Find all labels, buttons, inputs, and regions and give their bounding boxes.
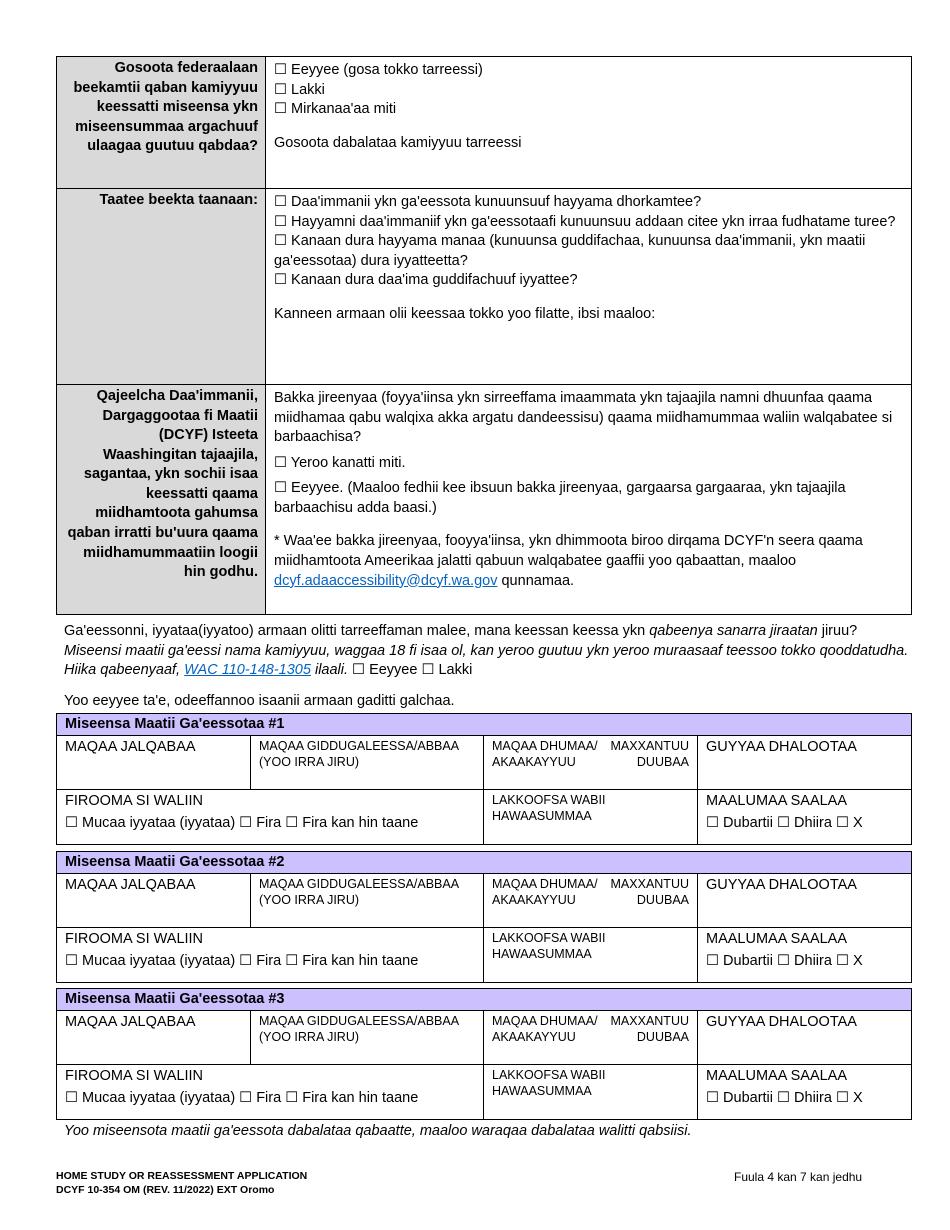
- member-1-gender-checkboxes[interactable]: ☐ Dubartii ☐ Dhiira ☐ X: [706, 814, 863, 831]
- member-2-relationship-checkboxes[interactable]: ☐ Mucaa iyyataa (iyyataa) ☐ Fira ☐ Fira kan hin taane: [65, 952, 419, 969]
- member-1-relationship-field: [57, 790, 484, 844]
- label: MAQAA JALQABAA: [65, 877, 196, 893]
- label: DUUBAA: [636, 1030, 689, 1045]
- checkbox-prior-home-license[interactable]: ☐ Kanaan dura hayyama manaa (kunuunsa guddifachaa, kunuunsa daa'immanii, ykn maatii ga'eessotaa) dura iyyatteetta?: [274, 233, 866, 269]
- member-3-ssn-field[interactable]: [484, 1065, 698, 1119]
- label: FIROOMA SI WALIIN: [65, 931, 204, 947]
- label: DUUBAA: [636, 893, 689, 908]
- household-member-1: [56, 713, 912, 845]
- member-3-last-name-field[interactable]: [484, 1011, 698, 1064]
- label: MAXXANTUU: [610, 1014, 689, 1028]
- label-line-2: [492, 892, 689, 908]
- yes-instruction: Yoo eeyyee ta'e, odeeffannoo isaanii armaan gaditti galchaa.: [64, 693, 455, 709]
- license-history-question: Taatee beekta taanaan:: [57, 189, 266, 385]
- label: MAQAA DHUMAA/: [492, 1014, 598, 1028]
- label: MAQAA GIDDUGALEESSA/ABBAA (YOO IRRA JIRU): [259, 877, 459, 908]
- checkbox-no[interactable]: ☐ Lakki: [274, 81, 325, 98]
- member-1-dob-field[interactable]: [698, 736, 911, 789]
- tribal-membership-answer: [266, 57, 912, 189]
- label: GUYYAA DHALOOTAA: [706, 1014, 857, 1030]
- label: LAKKOOFSA WABII: [492, 793, 606, 807]
- additional-members-note: Yoo miseensota maatii ga'eessota dabalataa qabaatte, maaloo waraqaa dabalataa walitti qabsiisi.: [64, 1123, 692, 1139]
- checkbox-license-denied[interactable]: ☐ Daa'immanii ykn ga'eessota kunuunsuuf hayyama dhorkamtee?: [274, 194, 702, 210]
- label: MAXXANTUU: [610, 739, 689, 753]
- label: MAALUMAA SAALAA: [706, 793, 848, 809]
- tribal-membership-row: [57, 57, 912, 189]
- label-line-2: [492, 1029, 689, 1045]
- member-3-relationship-checkboxes[interactable]: ☐ Mucaa iyyataa (iyyataa) ☐ Fira ☐ Fira kan hin taane: [65, 1089, 419, 1106]
- question-text-1-italic: qabeenya sanarra jiraatan: [649, 623, 818, 639]
- checkbox-household-yes[interactable]: ☐ Eeyyee: [348, 662, 418, 679]
- explain-label: Kanneen armaan olii keessaa tokko yoo filatte, ibsi maaloo:: [274, 305, 656, 322]
- member-3-dob-field[interactable]: [698, 1011, 911, 1064]
- member-2-title: Miseensa Maatii Ga'eessotaa #2: [57, 852, 911, 874]
- member-2-last-name-field[interactable]: [484, 874, 698, 927]
- label: FIROOMA SI WALIIN: [65, 1068, 204, 1084]
- member-2-name-row: [57, 874, 911, 928]
- adult-household-question: [64, 622, 914, 681]
- member-2-middle-name-field[interactable]: [251, 874, 484, 927]
- question-table: [56, 56, 912, 615]
- checkbox-yes-accommodation[interactable]: ☐ Eeyyee. (Maaloo fedhii kee ibsuun bakka jireenyaa, gargaarsa gargaaraa, ykn tajaajila barbaachisu adda baasi.): [274, 480, 846, 516]
- label: MAQAA GIDDUGALEESSA/ABBAA (YOO IRRA JIRU): [259, 1014, 459, 1045]
- checkbox-yes-tribe[interactable]: ☐ Eeyyee (gosa tokko tarreessi): [274, 62, 483, 78]
- member-3-relationship-field: [57, 1065, 484, 1119]
- member-1-title: Miseensa Maatii Ga'eessotaa #1: [57, 714, 911, 736]
- member-1-name-row: [57, 736, 911, 790]
- accommodation-answer: [266, 385, 912, 615]
- wac-after-text: ilaali.: [310, 662, 349, 679]
- question-text-2-italic: Miseensi maatii ga'eessi nama kamiyyuu, waggaa 18 fi isaa ol, kan yeroo guutuu ykn yeroo muraasaaf teessoo tokko qooddatudha. Hiika qabeenyaaf,: [64, 642, 909, 679]
- label: MAXXANTUU: [610, 877, 689, 891]
- member-3-detail-row: [57, 1065, 911, 1119]
- label: LAKKOOFSA WABII: [492, 1068, 606, 1082]
- member-1-first-name-field[interactable]: [57, 736, 251, 789]
- member-2-first-name-field[interactable]: [57, 874, 251, 927]
- form-title: HOME STUDY OR REASSESSMENT APPLICATION: [56, 1170, 308, 1182]
- question-text-1: Ga'eessonni, iyyataa(iyyatoo) armaan olitti tarreeffaman malee, mana keessan keessa ykn: [64, 623, 650, 639]
- checkbox-prior-adoption[interactable]: ☐ Kanaan dura daa'ima guddifachuuf iyyattee?: [274, 272, 578, 289]
- household-member-3: [56, 988, 912, 1120]
- member-2-gender-checkboxes[interactable]: ☐ Dubartii ☐ Dhiira ☐ X: [706, 952, 863, 969]
- label-line-2: [492, 754, 689, 770]
- ada-footnote-text: * Waa'ee bakka jireenyaa, fooyya'iinsa, ykn dhimmoota biroo dirqama DCYF'n seera qaama miidhamtoota Ameerikaa jalatti qabuun walqabatee gaaffii yoo qabaattan, maaloo: [274, 533, 863, 569]
- checkbox-unsure[interactable]: ☐ Mirkanaa'aa miti: [274, 101, 397, 118]
- member-2-dob-field[interactable]: [698, 874, 911, 927]
- label: MAQAA DHUMAA/: [492, 877, 598, 891]
- license-history-row: [57, 189, 912, 385]
- label: HAWAASUMMAA: [492, 947, 592, 962]
- member-2-gender-field: [698, 928, 911, 982]
- member-2-ssn-field[interactable]: [484, 928, 698, 982]
- ada-footnote-end: qunnamaa.: [497, 572, 575, 589]
- additional-tribes-label: Gosoota dabalataa kamiyyuu tarreessi: [274, 134, 522, 151]
- label: AKAAKAYYUU: [492, 893, 576, 908]
- member-1-last-name-field[interactable]: [484, 736, 698, 789]
- member-1-ssn-field[interactable]: [484, 790, 698, 844]
- wac-link[interactable]: WAC 110-148-1305: [184, 662, 311, 679]
- label: MAALUMAA SAALAA: [706, 931, 848, 947]
- member-3-middle-name-field[interactable]: [251, 1011, 484, 1064]
- checkbox-household-no[interactable]: ☐ Lakki: [417, 662, 473, 679]
- household-member-2: [56, 851, 912, 983]
- label: GUYYAA DHALOOTAA: [706, 739, 857, 755]
- checkbox-not-at-this-time[interactable]: ☐ Yeroo kanatti miti.: [274, 454, 406, 471]
- label: LAKKOOFSA WABII: [492, 931, 606, 945]
- label: AKAAKAYYUU: [492, 1030, 576, 1045]
- license-history-answer: [266, 189, 912, 385]
- label: HAWAASUMMAA: [492, 1084, 592, 1099]
- member-1-relationship-checkboxes[interactable]: ☐ Mucaa iyyataa (iyyataa) ☐ Fira ☐ Fira kan hin taane: [65, 814, 419, 831]
- label-line-1: [492, 738, 689, 754]
- member-3-gender-checkboxes[interactable]: ☐ Dubartii ☐ Dhiira ☐ X: [706, 1089, 863, 1106]
- label-line-1: [492, 876, 689, 892]
- label: MAALUMAA SAALAA: [706, 1068, 848, 1084]
- ada-contact-note: [274, 532, 903, 591]
- member-1-middle-name-field[interactable]: [251, 736, 484, 789]
- label: AKAAKAYYUU: [492, 755, 576, 770]
- member-2-relationship-field: [57, 928, 484, 982]
- label: MAQAA GIDDUGALEESSA/ABBAA (YOO IRRA JIRU): [259, 739, 459, 770]
- checkbox-license-revoked[interactable]: ☐ Hayyamni daa'immaniif ykn ga'eessotaafi kunuunsuu addaan citee ykn irraa fudhatame turee?: [274, 213, 896, 230]
- member-1-gender-field: [698, 790, 911, 844]
- ada-email-link[interactable]: dcyf.adaaccessibility@dcyf.wa.gov: [274, 572, 498, 589]
- nondiscrimination-statement: Qajeelcha Daa'immanii, Dargaggootaa fi Maatii (DCYF) Isteeta Waashingitan tajaajila, sagantaa, ykn sochii isaa keessatti qaama miidhamtoota gahumsa qaban irratti bu'uura qaama miidhamummaatiin loogii hin godhu.: [57, 385, 266, 615]
- member-3-gender-field: [698, 1065, 911, 1119]
- member-3-name-row: [57, 1011, 911, 1065]
- member-1-detail-row: [57, 790, 911, 844]
- label: DUUBAA: [636, 755, 689, 770]
- form-footer: [56, 1170, 307, 1197]
- member-2-detail-row: [57, 928, 911, 982]
- label: MAQAA DHUMAA/: [492, 739, 598, 753]
- member-3-title: Miseensa Maatii Ga'eessotaa #3: [57, 989, 911, 1011]
- label: FIROOMA SI WALIIN: [65, 793, 204, 809]
- form-id: DCYF 10-354 OM (REV. 11/2022) EXT Oromo: [56, 1183, 275, 1196]
- accommodation-question: Bakka jireenyaa (foyya'iinsa ykn sirreeffama imaammata ykn tajaajila namni dhuunfaa qaama miidhamaa qabu walqixa akka argatu dandeessisu) qaama miidhamummaa waliin walqabatee si barbaachisa?: [274, 390, 893, 446]
- label: HAWAASUMMAA: [492, 809, 592, 824]
- label-line-1: [492, 1013, 689, 1029]
- page-number: Fuula 4 kan 7 kan jedhu: [734, 1170, 863, 1184]
- label: MAQAA JALQABAA: [65, 1014, 196, 1030]
- label: GUYYAA DHALOOTAA: [706, 877, 857, 893]
- accommodation-row: [57, 385, 912, 615]
- member-3-first-name-field[interactable]: [57, 1011, 251, 1064]
- question-text-2: jiruu?: [817, 623, 858, 639]
- label: MAQAA JALQABAA: [65, 739, 196, 755]
- tribal-membership-question: Gosoota federaalaan beekamtii qaban kamiyyuu keessatti miseensa ykn miseensummaa argachuuf ulaagaa guutuu qabdaa?: [57, 57, 266, 189]
